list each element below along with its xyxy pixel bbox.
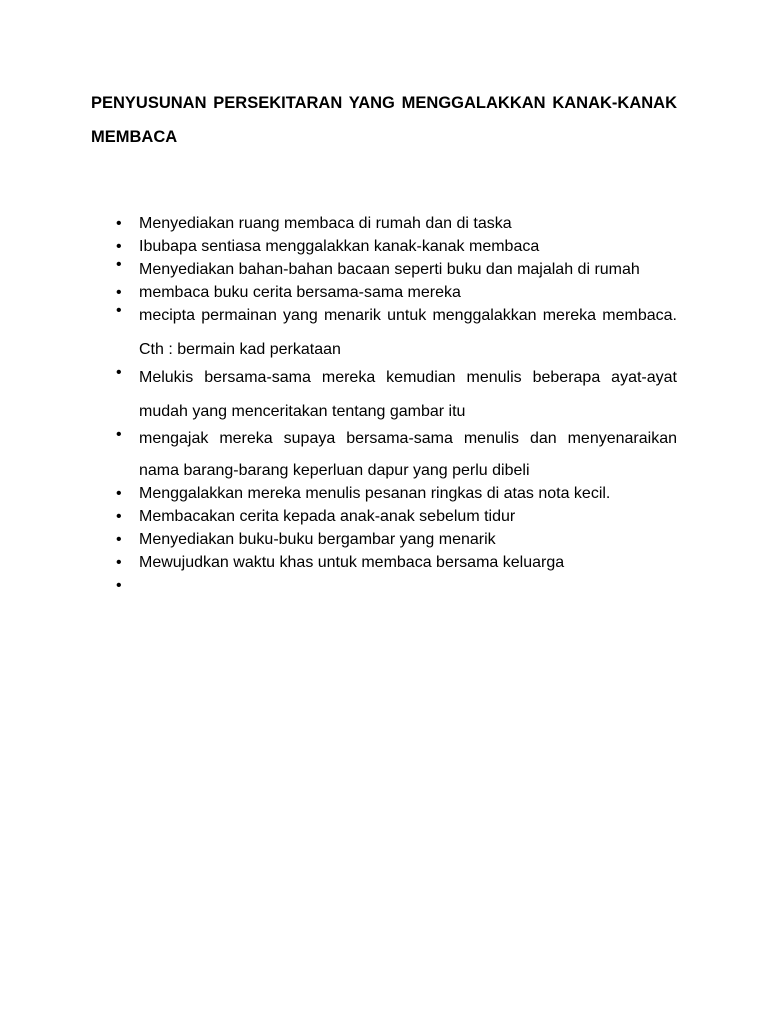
document-title: PENYUSUNAN PERSEKITARAN YANG MENGGALAKKAN KANAK-KANAK MEMBACA bbox=[91, 94, 677, 146]
list-item-text: Melukis bersama-sama mereka kemudian menulis beberapa ayat-ayat mudah yang menceritakan tentang gambar itu bbox=[139, 369, 677, 420]
bullet-icon: • bbox=[116, 508, 122, 525]
list-item-text: Mewujudkan waktu khas untuk membaca bersama keluarga bbox=[139, 554, 565, 571]
list-item-text: Membacakan cerita kepada anak-anak sebelum tidur bbox=[139, 508, 516, 525]
list-item-text bbox=[139, 574, 677, 597]
list-item-text: Ibubapa sentiasa menggalakkan kanak-kanak membaca bbox=[139, 238, 540, 255]
list-item bbox=[0, 574, 768, 597]
list-item-text: Menyediakan buku-buku bergambar yang menarik bbox=[139, 531, 496, 548]
list-item-text: Menyediakan ruang membaca di rumah dan di taska bbox=[139, 215, 512, 232]
list-item bbox=[0, 361, 768, 429]
bullet-icon: • bbox=[116, 426, 122, 443]
list-item-text: mengajak mereka supaya bersama-sama menulis dan menyenaraikan nama barang-barang keperluan dapur yang perlu dibeli bbox=[139, 430, 677, 479]
list-item bbox=[0, 528, 768, 551]
bullet-icon: • bbox=[116, 238, 122, 255]
list-item bbox=[0, 551, 768, 574]
bullet-icon: • bbox=[116, 256, 122, 273]
bullet-icon: • bbox=[116, 554, 122, 571]
bullet-list bbox=[0, 212, 768, 597]
list-item-text: Menyediakan bahan-bahan bacaan seperti buku dan majalah di rumah bbox=[139, 261, 640, 278]
bullet-icon: • bbox=[116, 215, 122, 232]
bullet-icon: • bbox=[116, 577, 122, 594]
list-item bbox=[0, 505, 768, 528]
bullet-icon: • bbox=[116, 364, 122, 381]
list-item bbox=[0, 212, 768, 235]
list-item-text: Menggalakkan mereka menulis pesanan ringkas di atas nota kecil. bbox=[139, 485, 611, 502]
list-item bbox=[0, 423, 768, 487]
bullet-icon: • bbox=[116, 531, 122, 548]
list-item-text: mecipta permainan yang menarik untuk menggalakkan mereka membaca. Cth : bermain kad perkataan bbox=[139, 307, 677, 358]
bullet-icon: • bbox=[116, 302, 122, 319]
bullet-icon: • bbox=[116, 284, 122, 301]
list-item bbox=[0, 482, 768, 505]
list-item-text: membaca buku cerita bersama-sama mereka bbox=[139, 284, 461, 301]
list-item bbox=[0, 299, 768, 367]
bullet-icon: • bbox=[116, 485, 122, 502]
